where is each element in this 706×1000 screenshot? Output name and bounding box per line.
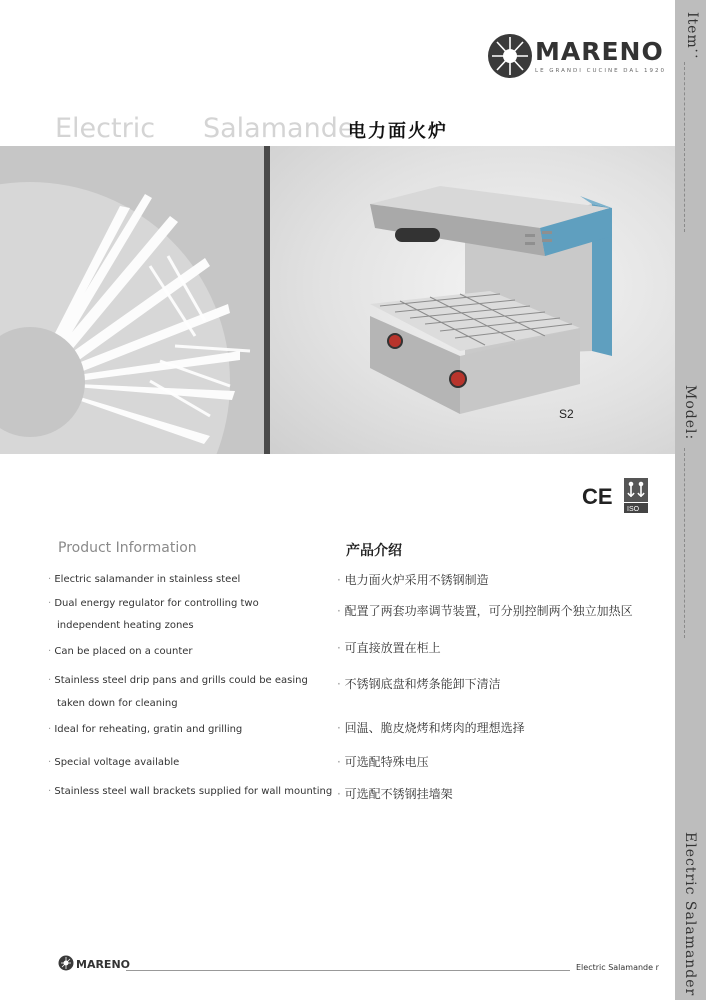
side-product-label: Electric Salamander <box>682 832 698 997</box>
info-item-en-continued: independent heating zones <box>57 620 194 631</box>
bullet: · <box>48 757 55 768</box>
hygiene-certification-icon <box>624 478 648 514</box>
bullet: · <box>337 641 345 655</box>
footer-logo-icon <box>58 955 74 971</box>
bullet: · <box>337 787 345 801</box>
info-item-en: · Ideal for reheating, gratin and grilling <box>48 724 243 735</box>
info-item-cn: · 可选配不锈钢挂墙架 <box>337 787 453 801</box>
bullet: · <box>48 598 55 609</box>
bullet: · <box>48 786 55 797</box>
item-label: Item： <box>684 12 700 64</box>
sunburst-graphic <box>0 146 270 454</box>
footer-brand: MARENO <box>76 958 131 971</box>
item-field-line <box>684 62 686 232</box>
info-item-cn: · 不锈钢底盘和烤条能卸下清洁 <box>337 677 501 691</box>
info-item-en: · Dual energy regulator for controlling two <box>48 598 259 609</box>
bullet: · <box>48 646 55 657</box>
brand-tagline: LE GRANDI CUCINE DAL 1920 <box>535 68 667 74</box>
footer-product-text: Electric Salamande r <box>576 963 659 972</box>
footer-rule <box>126 970 570 971</box>
bullet: · <box>337 721 345 735</box>
salamander-photo <box>270 146 675 454</box>
bullet: · <box>337 755 345 769</box>
bullet: · <box>337 573 345 587</box>
info-item-cn: · 回温、脆皮烧烤和烤肉的理想选择 <box>337 721 525 735</box>
product-photo-area <box>270 146 675 454</box>
mareno-logo-icon <box>486 31 534 81</box>
info-item-en: · Electric salamander in stainless steel <box>48 574 241 585</box>
info-item-cn: · 可直接放置在柜上 <box>337 641 441 655</box>
info-item-en: · Stainless steel drip pans and grills could be easing <box>48 675 308 686</box>
brand-name: MARENO <box>535 37 664 66</box>
bullet: · <box>48 724 55 735</box>
info-item-en: · Stainless steel wall brackets supplied for wall mounting <box>48 786 333 797</box>
bullet: · <box>48 675 55 686</box>
bullet: · <box>48 574 55 585</box>
hygiene-caption: ISO <box>627 506 640 513</box>
bullet: · <box>337 604 345 618</box>
product-info-heading-cn: 产品介绍 <box>346 543 402 559</box>
bullet: · <box>337 677 345 691</box>
product-info-heading-en: Product Information <box>58 540 197 556</box>
title-en-word1: Electric <box>55 113 156 144</box>
title-cn: 电力面火炉 <box>348 121 448 142</box>
info-item-en: · Can be placed on a counter <box>48 646 193 657</box>
title-en-word2: Salamande <box>203 113 355 144</box>
ce-mark: CE <box>582 484 613 509</box>
info-item-cn: · 可选配特殊电压 <box>337 755 429 769</box>
model-field-line <box>684 448 686 638</box>
info-item-cn: · 配置了两套功率调节装置，可分别控制两个独立加热区 <box>337 604 633 618</box>
model-tag: S2 <box>559 407 574 421</box>
hero-banner <box>0 146 675 454</box>
info-item-en-continued: taken down for cleaning <box>57 698 178 709</box>
model-label: Model: <box>682 385 698 441</box>
info-item-cn: · 电力面火炉采用不锈钢制造 <box>337 573 489 587</box>
info-item-en: · Special voltage available <box>48 757 180 768</box>
